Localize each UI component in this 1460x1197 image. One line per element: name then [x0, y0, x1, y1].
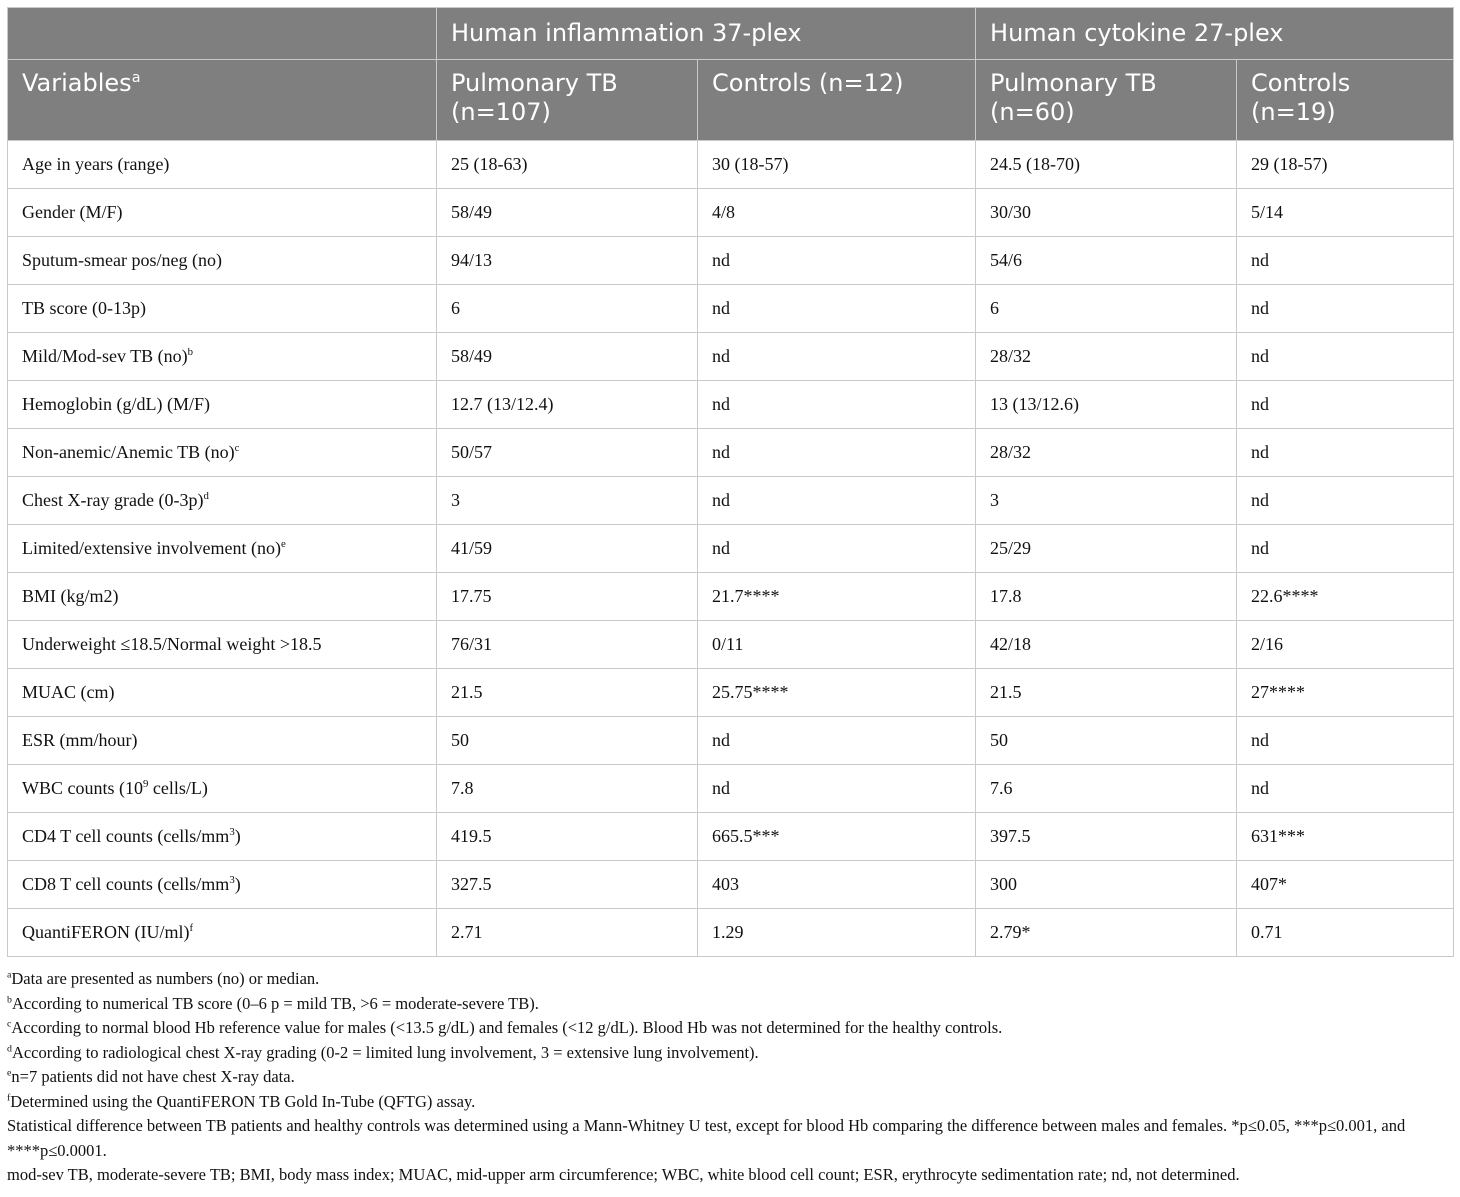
table-row — [8, 381, 1454, 429]
table-cell: 1.29 — [698, 909, 976, 957]
row-label-sup: 3 — [229, 874, 235, 886]
table-cell: 21.7**** — [698, 573, 976, 621]
table-cell: nd — [1237, 381, 1454, 429]
row-label-sup: c — [234, 442, 240, 454]
table-row — [8, 765, 1454, 813]
footnote — [7, 1114, 1453, 1163]
table-cell: nd — [698, 237, 976, 285]
footnote — [7, 1065, 1453, 1090]
column-header-sup: a — [131, 70, 141, 86]
column-header — [437, 60, 698, 141]
table-cell: nd — [1237, 285, 1454, 333]
table-cell: nd — [698, 525, 976, 573]
table-cell: 407* — [1237, 861, 1454, 909]
table-cell: 2.79* — [976, 909, 1237, 957]
footnote-text: Statistical difference between TB patients and healthy controls was determined using a Mann-Whitney U test, except for blood Hb comparing the difference between males and females. *p≤0.05, ***p≤0.001, and ****p≤0.0001. — [7, 1116, 1406, 1160]
table-cell: 94/13 — [437, 237, 698, 285]
table-cell: 6 — [976, 285, 1237, 333]
table-cell: 50 — [976, 717, 1237, 765]
table-row — [8, 237, 1454, 285]
table-cell: 76/31 — [437, 621, 698, 669]
row-label — [8, 621, 437, 669]
table-cell: 300 — [976, 861, 1237, 909]
footnote — [7, 1163, 1453, 1188]
table-cell: 4/8 — [698, 189, 976, 237]
table-cell: 327.5 — [437, 861, 698, 909]
table-cell: nd — [698, 285, 976, 333]
row-label-text: Sputum-smear pos/neg (no) — [22, 250, 222, 270]
row-label-text: Non-anemic/Anemic TB (no) — [22, 442, 235, 462]
row-label — [8, 525, 437, 573]
table-cell: 403 — [698, 861, 976, 909]
table-row — [8, 477, 1454, 525]
table-cell: 7.8 — [437, 765, 698, 813]
column-header-row — [8, 60, 1454, 141]
table-cell: 27**** — [1237, 669, 1454, 717]
footnote-marker: a — [7, 969, 12, 981]
table-row — [8, 333, 1454, 381]
footnote-marker: e — [7, 1067, 12, 1079]
table-cell: 42/18 — [976, 621, 1237, 669]
column-header — [698, 60, 976, 141]
table-row — [8, 189, 1454, 237]
row-label-text: ESR (mm/hour) — [22, 730, 138, 750]
table-cell: nd — [1237, 333, 1454, 381]
table-row — [8, 717, 1454, 765]
row-label — [8, 717, 437, 765]
footnote-text: According to numerical TB score (0–6 p = mild TB, >6 = moderate-severe TB). — [11, 993, 539, 1013]
table-row — [8, 429, 1454, 477]
row-label-sup: b — [187, 346, 194, 358]
table-cell: nd — [1237, 765, 1454, 813]
table-cell: nd — [698, 477, 976, 525]
row-label — [8, 381, 437, 429]
group-header-cytokine: Human cytokine 27-plex — [976, 8, 1454, 60]
table-cell: 2.71 — [437, 909, 698, 957]
table-cell: 25.75**** — [698, 669, 976, 717]
group-header-empty — [8, 8, 437, 60]
table-cell: nd — [698, 717, 976, 765]
column-header-text: Controls (n=12) — [712, 69, 904, 97]
footnotes — [7, 967, 1453, 1188]
table-cell: 3 — [437, 477, 698, 525]
table-cell: 28/32 — [976, 429, 1237, 477]
column-header-text: Pulmonary TB (n=107) — [451, 69, 618, 126]
footnote-marker: f — [7, 1092, 11, 1103]
table-row — [8, 141, 1454, 189]
table-row — [8, 621, 1454, 669]
row-label-text: Underweight ≤18.5/Normal weight >18.5 — [22, 634, 322, 654]
table-cell: nd — [698, 765, 976, 813]
table-cell: 665.5*** — [698, 813, 976, 861]
table-row — [8, 861, 1454, 909]
footnote — [7, 1090, 1453, 1115]
table-cell: 24.5 (18-70) — [976, 141, 1237, 189]
row-label — [8, 189, 437, 237]
table-cell: 12.7 (13/12.4) — [437, 381, 698, 429]
table-cell: 5/14 — [1237, 189, 1454, 237]
table-cell: 397.5 — [976, 813, 1237, 861]
table-row — [8, 813, 1454, 861]
row-label-text: Hemoglobin (g/dL) (M/F) — [22, 394, 210, 414]
row-label-text: Mild/Mod-sev TB (no) — [22, 346, 188, 366]
column-header — [8, 60, 437, 141]
column-header-text: Controls (n=19) — [1251, 69, 1351, 126]
table-cell: 419.5 — [437, 813, 698, 861]
row-label — [8, 765, 437, 813]
footnote-text: Determined using the QuantiFERON TB Gold In-Tube (QFTG) assay. — [10, 1091, 476, 1111]
table-cell: 41/59 — [437, 525, 698, 573]
group-header-row — [8, 8, 1454, 60]
footnote-marker: c — [7, 1018, 12, 1030]
row-label-text: CD8 T cell counts (cells/mm — [22, 874, 230, 894]
table-cell: nd — [1237, 717, 1454, 765]
row-label-text: TB score (0-13p) — [22, 298, 146, 318]
table-cell: 2/16 — [1237, 621, 1454, 669]
row-label-suffix: ) — [234, 874, 241, 894]
table-cell: 29 (18-57) — [1237, 141, 1454, 189]
table-cell: nd — [698, 429, 976, 477]
row-label-text: QuantiFERON (IU/ml) — [22, 922, 190, 942]
table-body — [8, 141, 1454, 957]
table-cell: 54/6 — [976, 237, 1237, 285]
table-cell: 25 (18-63) — [437, 141, 698, 189]
table-cell: 17.8 — [976, 573, 1237, 621]
table-cell: nd — [1237, 525, 1454, 573]
table-cell: 21.5 — [976, 669, 1237, 717]
row-label-text: CD4 T cell counts (cells/mm — [22, 826, 230, 846]
table-cell: 7.6 — [976, 765, 1237, 813]
row-label — [8, 477, 437, 525]
row-label — [8, 429, 437, 477]
table-row — [8, 285, 1454, 333]
table-cell: 30/30 — [976, 189, 1237, 237]
row-label-text: Gender (M/F) — [22, 202, 123, 222]
footnote — [7, 967, 1453, 992]
table-cell: 0/11 — [698, 621, 976, 669]
footnote-marker: d — [7, 1043, 12, 1054]
row-label-suffix: cells/L) — [148, 778, 208, 798]
row-label-text: Chest X-ray grade (0-3p) — [22, 490, 204, 510]
row-label-sup: d — [203, 490, 209, 502]
table-container — [7, 7, 1453, 957]
row-label — [8, 141, 437, 189]
footnote — [7, 992, 1453, 1017]
row-label — [8, 333, 437, 381]
row-label-text: BMI (kg/m2) — [22, 586, 119, 606]
table-cell: nd — [1237, 429, 1454, 477]
table-row — [8, 525, 1454, 573]
table-cell: nd — [1237, 477, 1454, 525]
footnote-text: n=7 patients did not have chest X-ray data. — [11, 1067, 295, 1086]
table-cell: 28/32 — [976, 333, 1237, 381]
table-cell: 50 — [437, 717, 698, 765]
footnote — [7, 1016, 1453, 1041]
table-cell: 0.71 — [1237, 909, 1454, 957]
table-cell: 3 — [976, 477, 1237, 525]
row-label — [8, 573, 437, 621]
row-label-text: Limited/extensive involvement (no) — [22, 538, 281, 558]
row-label — [8, 285, 437, 333]
row-label — [8, 861, 437, 909]
table-cell: 25/29 — [976, 525, 1237, 573]
row-label-text: MUAC (cm) — [22, 682, 115, 702]
row-label-sup: 3 — [229, 826, 235, 838]
row-label — [8, 909, 437, 957]
column-header — [1237, 60, 1454, 141]
table-cell: 21.5 — [437, 669, 698, 717]
footnote-text: According to normal blood Hb reference value for males (<13.5 g/dL) and females (<12 g/dL). Blood Hb was not determined for the healthy controls. — [11, 1018, 1003, 1037]
row-label-sup: f — [189, 922, 194, 934]
row-label-sup: 9 — [143, 778, 149, 790]
table-cell: nd — [1237, 237, 1454, 285]
footnote-text: According to radiological chest X-ray grading (0-2 = limited lung involvement, 3 = extensive lung involvement). — [11, 1042, 759, 1062]
footnote — [7, 1041, 1453, 1066]
row-label-text: Age in years (range) — [22, 154, 170, 174]
table-row — [8, 573, 1454, 621]
group-header-inflammation: Human inflammation 37-plex — [437, 8, 976, 60]
row-label — [8, 669, 437, 717]
row-label-suffix: ) — [234, 826, 241, 846]
row-label — [8, 813, 437, 861]
footnote-text: mod-sev TB, moderate-severe TB; BMI, body mass index; MUAC, mid-upper arm circumference; WBC, white blood cell count; ESR, erythrocyte sedimentation rate; nd, not determined. — [7, 1165, 1240, 1184]
table-cell: 58/49 — [437, 189, 698, 237]
footnote-marker: b — [7, 994, 12, 1005]
column-header — [976, 60, 1237, 141]
table-cell: 58/49 — [437, 333, 698, 381]
table-cell: 22.6**** — [1237, 573, 1454, 621]
column-header-text: Variables — [22, 69, 132, 97]
column-header-text: Pulmonary TB (n=60) — [990, 69, 1157, 126]
row-label-text: WBC counts (10 — [22, 778, 143, 798]
row-label — [8, 237, 437, 285]
table-cell: nd — [698, 381, 976, 429]
data-table — [7, 7, 1454, 957]
table-row — [8, 909, 1454, 957]
table-row — [8, 669, 1454, 717]
table-cell: 13 (13/12.6) — [976, 381, 1237, 429]
table-cell: 17.75 — [437, 573, 698, 621]
table-cell: nd — [698, 333, 976, 381]
table-cell: 6 — [437, 285, 698, 333]
table-cell: 631*** — [1237, 813, 1454, 861]
footnote-text: Data are presented as numbers (no) or median. — [11, 969, 320, 988]
row-label-sup: e — [280, 538, 286, 550]
table-cell: 50/57 — [437, 429, 698, 477]
table-cell: 30 (18-57) — [698, 141, 976, 189]
